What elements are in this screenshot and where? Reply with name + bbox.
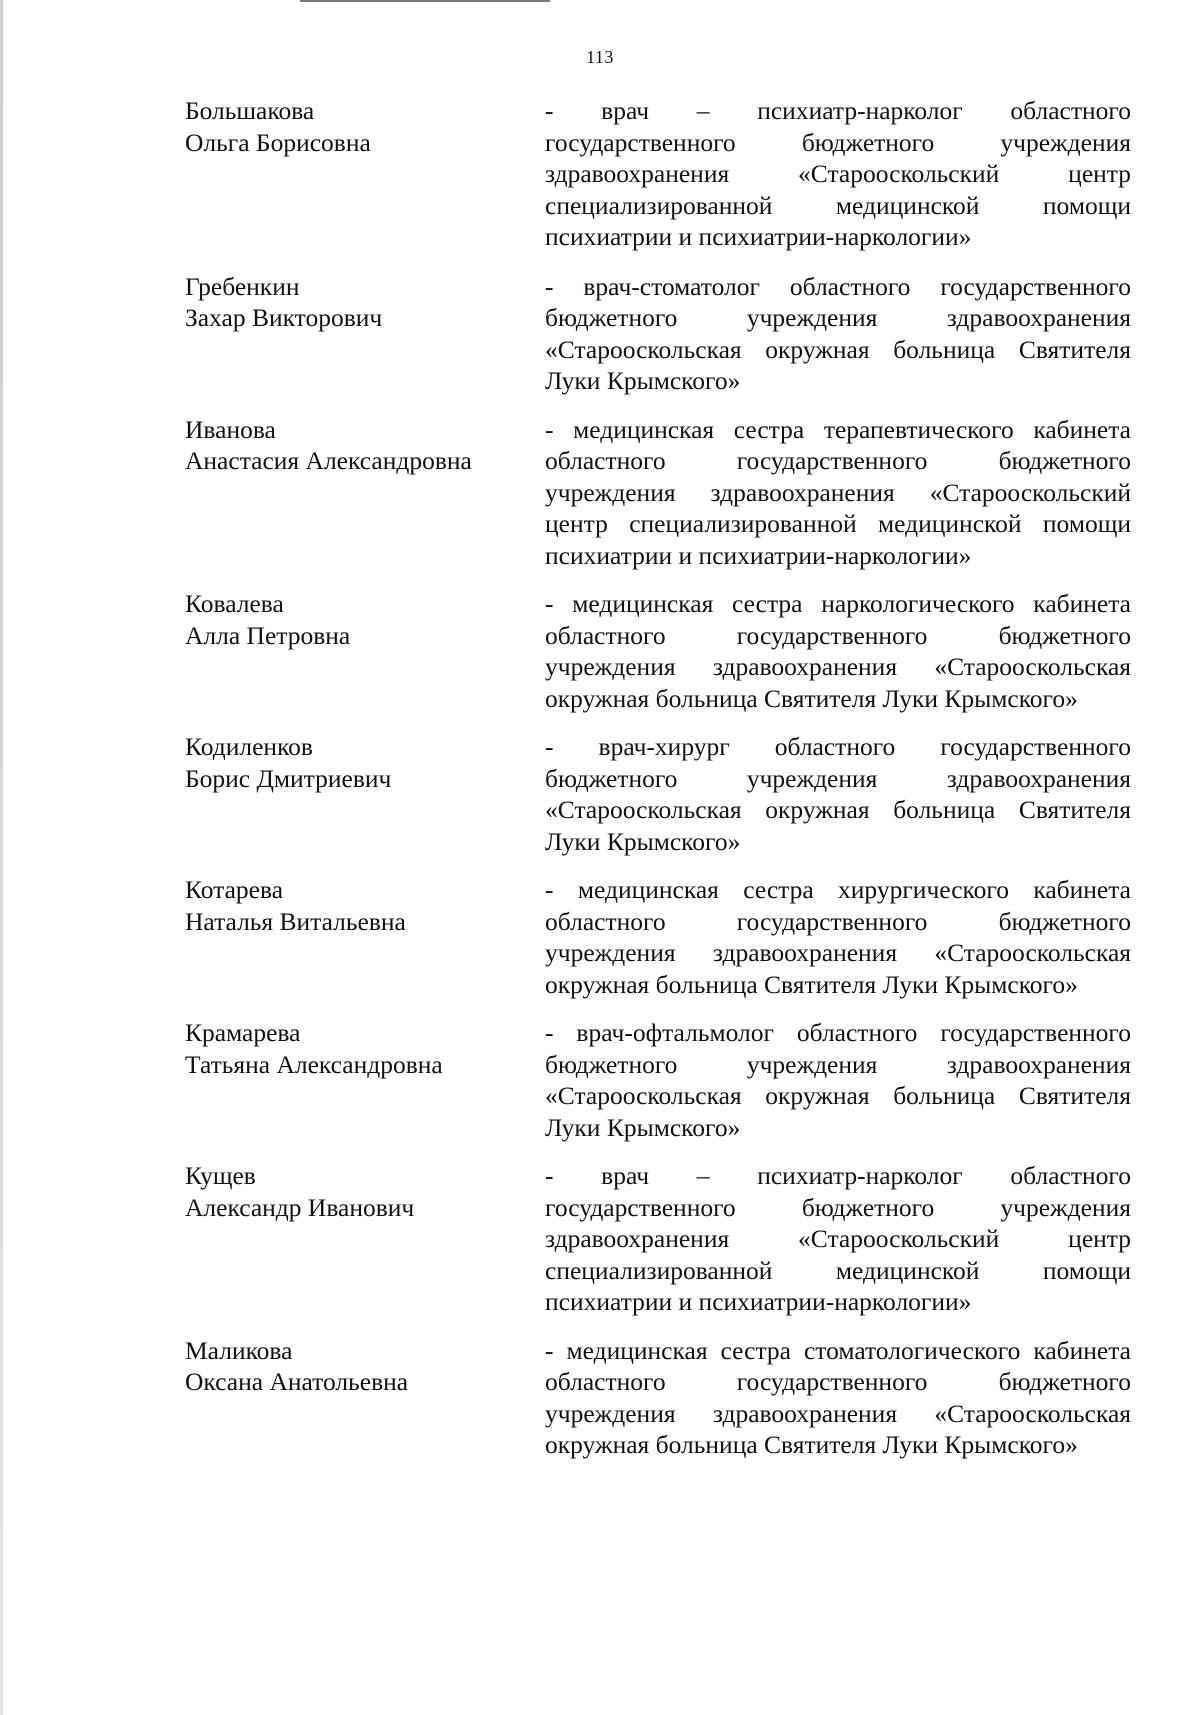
scan-left-edge	[0, 0, 3, 1715]
given-names: Захар Викторович	[185, 303, 383, 332]
position-description: - врач-стоматолог областного государственного бюджетного учреждения здравоохранения «Старооскольская окружная больница Святителя Луки Крымского»	[545, 271, 1131, 395]
person-name	[185, 1335, 545, 1461]
given-names: Александр Иванович	[185, 1192, 415, 1222]
surname: Котарева	[185, 875, 284, 904]
surname: Гребенкин	[185, 271, 300, 301]
person-name	[185, 1017, 545, 1143]
scan-top-rule	[300, 0, 550, 2]
given-names: Алла Петровна	[185, 620, 351, 650]
person-name	[185, 588, 545, 714]
staff-list	[185, 95, 1131, 1461]
given-names: Ольга Борисовна	[185, 127, 371, 157]
surname: Большакова	[185, 96, 315, 125]
given-names: Борис Дмитриевич	[185, 763, 392, 793]
surname: Кущев	[185, 1161, 256, 1190]
position-description: - медицинская сестра хирургического кабинета областного государственного бюджетного учреждения здравоохранения «Старооскольская окружная больница Святителя Луки Крымского»	[545, 875, 1131, 999]
list-item	[185, 731, 1131, 857]
position-description: - врач – психиатр-нарколог областного государственного бюджетного учреждения здравоохранения «Старооскольский центр специализированной медицинской помощи психиатрии и психиатрии-наркологии»	[545, 1161, 1131, 1316]
person-name	[185, 271, 545, 397]
list-item	[185, 1160, 1131, 1318]
person-name	[185, 874, 545, 1000]
list-item	[185, 414, 1131, 572]
position-description: - врач-офтальмолог областного государственного бюджетного учреждения здравоохранения «Старооскольская окружная больница Святителя Луки Крымского»	[545, 1018, 1131, 1142]
given-names: Наталья Витальевна	[185, 906, 406, 936]
given-names: Анастасия Александровна	[185, 446, 472, 475]
list-item	[185, 588, 1131, 714]
person-name	[185, 731, 545, 857]
position-description: - медицинская сестра наркологического кабинета областного государственного бюджетного учреждения здравоохранения «Старооскольская окружная больница Святителя Луки Крымского»	[545, 589, 1131, 713]
person-name	[185, 414, 545, 572]
list-item	[185, 95, 1131, 253]
surname: Маликова	[185, 1335, 293, 1365]
surname: Иванова	[185, 414, 276, 444]
list-item	[185, 874, 1131, 1000]
page-number: 113	[586, 47, 614, 67]
surname: Ковалева	[185, 589, 284, 618]
surname: Кодиленков	[185, 732, 313, 761]
list-item	[185, 1017, 1131, 1143]
position-description: - медицинская сестра терапевтического кабинета областного государственного бюджетного учреждения здравоохранения «Старооскольский центр специализированной медицинской помощи психиатрии и психиатрии-наркологии»	[545, 414, 1131, 570]
position-description: - врач – психиатр-нарколог областного государственного бюджетного учреждения здравоохранения «Старооскольский центр специализированной медицинской помощи психиатрии и психиатрии-наркологии»	[545, 96, 1131, 251]
given-names: Татьяна Александровна	[185, 1049, 443, 1079]
surname: Крамарева	[185, 1018, 301, 1047]
position-description: - медицинская сестра стоматологического кабинета областного государственного бюджетного учреждения здравоохранения «Старооскольская окружная больница Святителя Луки Крымского»	[545, 1335, 1131, 1459]
list-item	[185, 1335, 1131, 1461]
given-names: Оксана Анатольевна	[185, 1367, 409, 1396]
person-name	[185, 1160, 545, 1318]
position-description: - врач-хирург областного государственного бюджетного учреждения здравоохранения «Старооскольская окружная больница Святителя Луки Крымского»	[545, 732, 1131, 856]
person-name	[185, 95, 545, 253]
list-item	[185, 271, 1131, 397]
